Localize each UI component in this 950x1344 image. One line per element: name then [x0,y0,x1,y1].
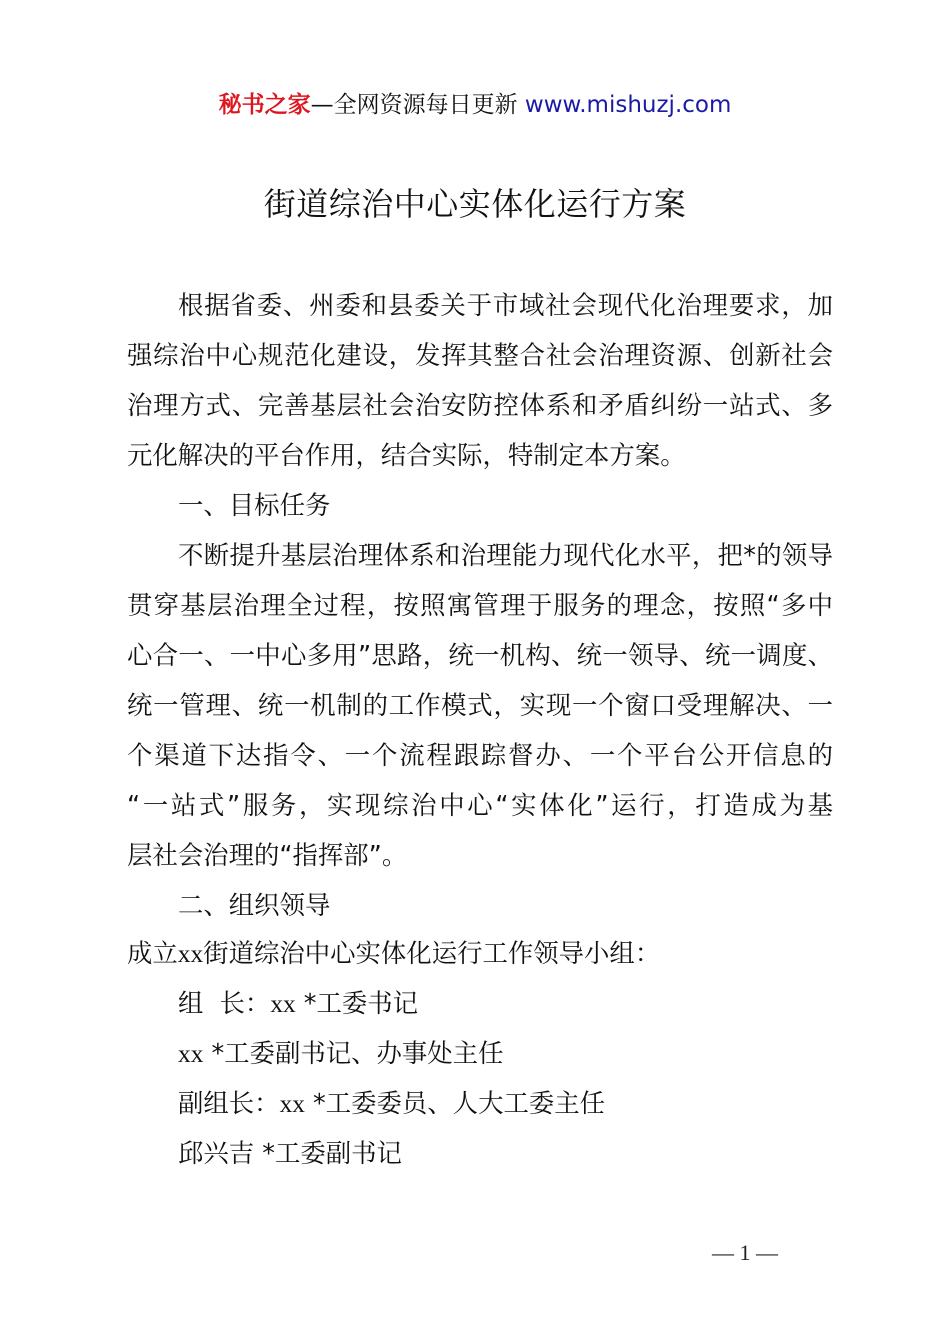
paragraph-line: 不断提升基层治理体系和治理能力现代化水平，把*的领导 [178,540,833,570]
member-role: *工委副书记 [254,1138,402,1168]
member-row [178,1078,605,1129]
member-role: *工委书记 [295,988,419,1018]
member-label: 副组长： [178,1088,280,1118]
paragraph-line: 元化解决的平台作用，结合实际，特制定本方案。 [127,440,686,470]
intro-prefix: 成立 [127,938,178,968]
intro-placeholder-name: xx [177,940,204,968]
member-label: 邱兴吉 [178,1138,255,1168]
document-title: 街道综治中心实体化运行方案 [263,185,687,223]
paragraph-line: 心合一、一中心多用”思路，统一机构、统一领导、统一调度、 [127,640,833,670]
member-role: *工委副书记、办事处主任 [203,1038,504,1068]
goals-paragraph [127,530,833,880]
member-label: 组 长： [178,988,271,1018]
member-row [178,1028,503,1079]
member-row [178,1128,402,1178]
site-tagline: —全网资源每日更新 [310,92,518,118]
paragraph-line: 根据省委、州委和县委关于市域社会现代化治理要求，加 [178,290,833,320]
paragraph-line: 治理方式、完善基层社会治安防控体系和矛盾纠纷一站式、多 [127,390,833,420]
paragraph-line: 个渠道下达指令、一个流程跟踪督办、一个平台公开信息的 [127,740,833,770]
paragraph-line: 强综治中心规范化建设，发挥其整合社会治理资源、创新社会 [127,340,833,370]
site-header [0,88,950,122]
member-name: xx [279,1090,305,1118]
paragraph-line: 层社会治理的“指挥部”。 [127,840,408,870]
member-row [178,978,418,1029]
page-number: — 1 — [712,1240,778,1265]
brand-name: 秘书之家 [218,92,311,118]
paragraph-line: 贯穿基层治理全过程，按照寓管理于服务的理念，按照“多中 [127,590,833,620]
paragraph-line: 统一管理、统一机制的工作模式，实现一个窗口受理解决、一 [127,690,833,720]
site-url-link[interactable]: www.mishuzj.com [524,92,732,118]
leadership-group-intro [127,928,660,979]
intro-paragraph [127,280,833,480]
section-heading-organization: 二、组织领导 [178,890,331,920]
intro-rest: 街道综治中心实体化运行工作领导小组： [203,938,661,968]
member-name: xx [270,990,296,1018]
member-role: *工委委员、人大工委主任 [304,1088,606,1118]
section-heading-goals: 一、目标任务 [178,490,331,520]
member-name: xx [178,1040,204,1068]
paragraph-line: “一站式”服务，实现综治中心“实体化”运行，打造成为基 [127,790,833,820]
